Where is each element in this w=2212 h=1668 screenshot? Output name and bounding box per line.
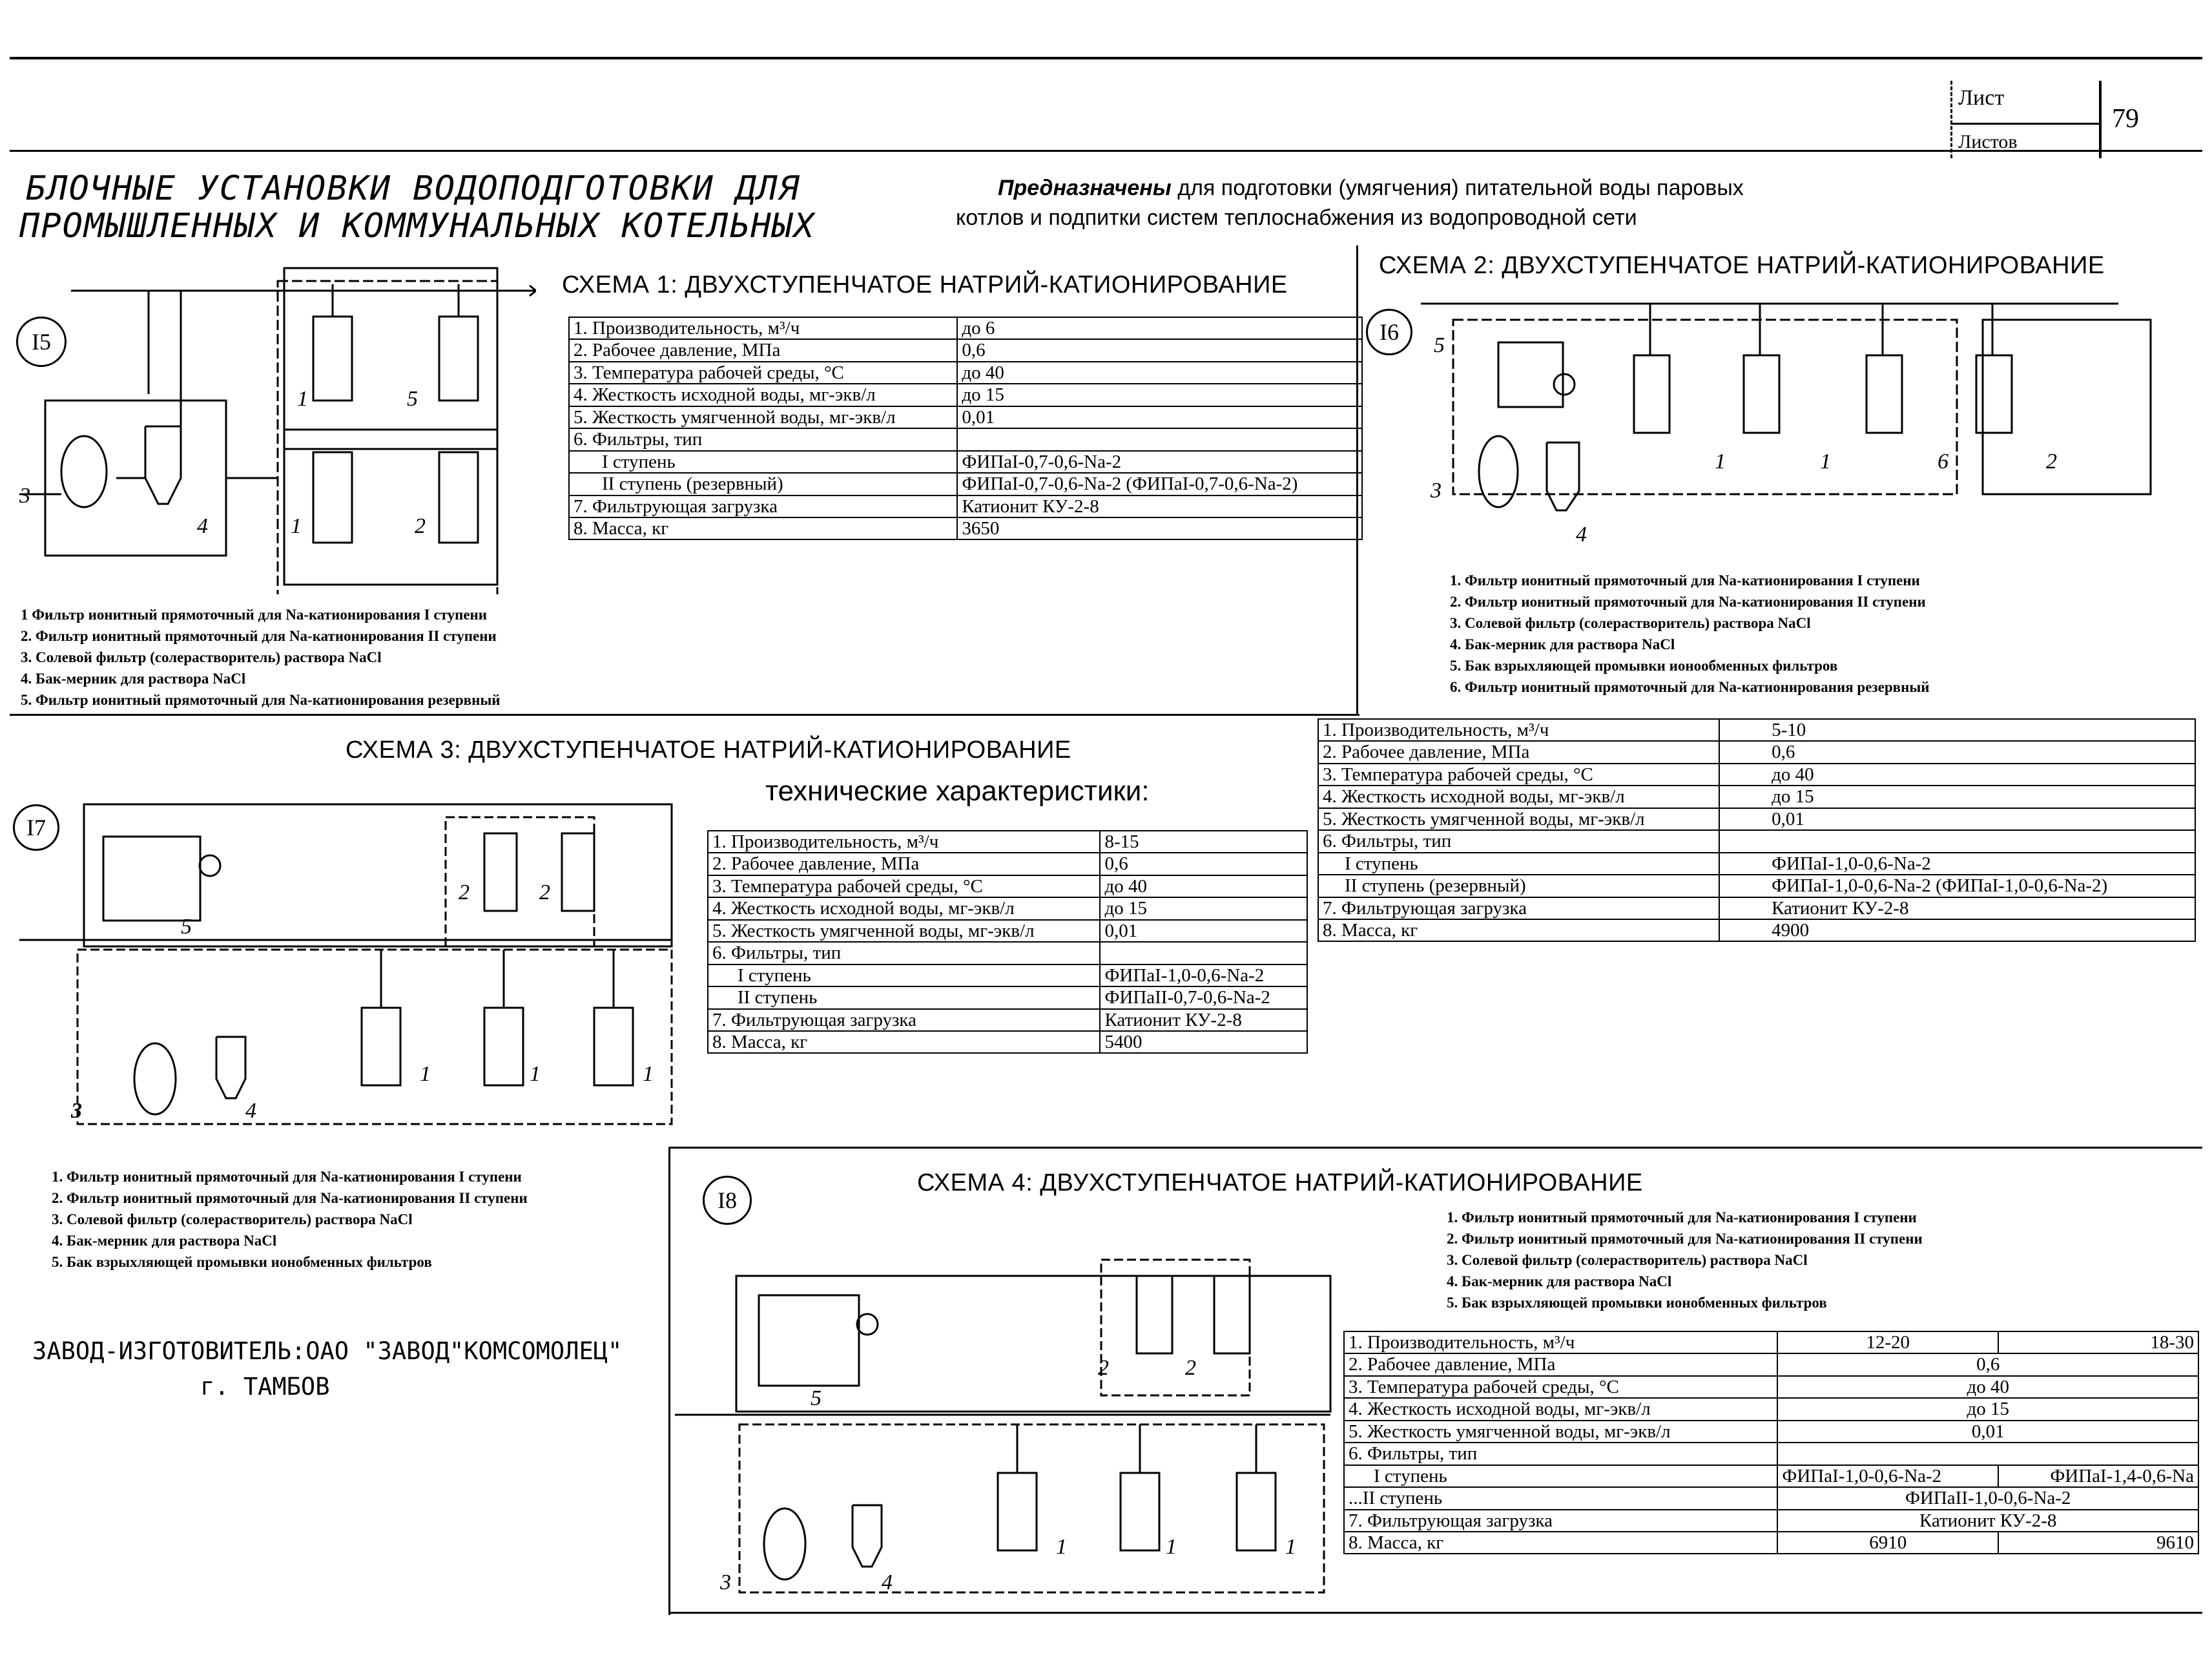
scheme3-legend — [52, 1166, 528, 1273]
scheme3-r5-c2: 0,01 — [1100, 920, 1307, 942]
scheme3-diagram — [19, 795, 691, 1131]
stamp-hline — [1950, 123, 2099, 125]
scheme4-id-circle: I8 — [703, 1176, 752, 1225]
list-item: 5. Фильтр ионитный прямоточный для Na-катионирования резервный — [21, 692, 501, 708]
scheme2-id-circle: I6 — [1366, 309, 1412, 355]
table-row — [569, 517, 1362, 539]
top-border — [10, 57, 2202, 59]
list-item: 2. Фильтр ионитный прямоточный для Na-катионирования II ступени — [1450, 594, 1926, 610]
table-row — [1318, 853, 2195, 875]
list-item: 1. Фильтр ионитный прямоточный для Na-катионирования I ступени — [1447, 1209, 1917, 1225]
scheme2-r6-c1: 6. Фильтры, тип — [1318, 830, 1719, 852]
table-row — [708, 1031, 1307, 1053]
scheme1-label-4: 4 — [197, 514, 208, 538]
scheme4-r1-c2: 12-20 — [1777, 1331, 1998, 1353]
scheme1-r1-c1: 1. Производительность, м³/ч — [569, 317, 957, 339]
scheme3-subtitle: технические характеристики: — [765, 775, 1150, 807]
list-item: 6. Фильтр ионитный прямоточный для Na-катионирования резервный — [1450, 679, 1930, 695]
scheme4-label-1a: 1 — [1056, 1535, 1067, 1559]
table-row — [708, 875, 1307, 897]
scheme3-r4-c2: до 15 — [1100, 897, 1307, 919]
list-item: 4. Бак-мерник для раствора NaCl — [52, 1233, 277, 1249]
scheme4-label-5: 5 — [811, 1386, 822, 1410]
table-row — [569, 317, 1362, 339]
scheme2-r1-c1: 1. Производительность, м³/ч — [1318, 719, 1719, 741]
scheme4-r6-c1: 6. Фильтры, тип — [1344, 1443, 1777, 1465]
scheme3-title: СХЕМА 3: ДВУХСТУПЕНЧАТОЕ НАТРИЙ-КАТИОНИРОВАНИЕ — [346, 736, 1071, 764]
scheme3-label-2a: 2 — [459, 881, 470, 904]
divider-row1 — [10, 714, 1359, 716]
table-row — [569, 451, 1362, 473]
scheme3-r7-c2: ФИПаI-1,0-0,6-Na-2 — [1100, 964, 1307, 986]
scheme2-label-4: 4 — [1576, 523, 1587, 547]
table-row — [1344, 1510, 2198, 1532]
table-row — [1318, 764, 2195, 786]
scheme2-legend — [1450, 570, 1930, 698]
scheme3-spec-table — [707, 830, 1308, 1054]
scheme1-label-1b: 1 — [291, 514, 302, 538]
scheme4-label-2b: 2 — [1185, 1356, 1196, 1380]
scheme2-r6-c2 — [1719, 830, 2195, 852]
table-row — [569, 384, 1362, 406]
scheme1-r6-c2 — [957, 428, 1362, 450]
scheme3-r4-c1: 4. Жесткость исходной воды, мг-экв/л — [708, 897, 1100, 919]
scheme3-label-3: 3 — [71, 1099, 82, 1123]
scheme4-r9-c1: 7. Фильтрующая загрузка — [1344, 1510, 1777, 1532]
scheme2-r2-c1: 2. Рабочее давление, МПа — [1318, 741, 1719, 763]
scheme4-r3-c1: 3. Температура рабочей среды, °С — [1344, 1376, 1777, 1398]
scheme1-r9-c2: Катионит КУ-2-8 — [957, 495, 1362, 517]
sheet-listov-label: Листов — [1958, 131, 2018, 152]
scheme3-r8-c2: ФИПаII-0,7-0,6-Na-2 — [1100, 986, 1307, 1008]
scheme2-label-3: 3 — [1431, 479, 1442, 503]
scheme2-r10-c1: 8. Масса, кг — [1318, 919, 1719, 941]
scheme2-label-2: 2 — [2046, 450, 2057, 474]
scheme2-r5-c2: 0,01 — [1719, 808, 2195, 830]
scheme3-r6-c1: 6. Фильтры, тип — [708, 942, 1100, 964]
scheme2-label-1a: 1 — [1715, 450, 1726, 474]
scheme1-r4-c2: до 15 — [957, 384, 1362, 406]
table-row — [569, 339, 1362, 361]
scheme2-spec-table — [1318, 718, 2196, 942]
scheme3-r9-c2: Катионит КУ-2-8 — [1100, 1009, 1307, 1031]
scheme2-r7-c1: I ступень — [1318, 853, 1719, 875]
scheme2-r8-c2: ФИПаI-1,0-0,6-Na-2 (ФИПаI-1,0-0,6-Na-2) — [1719, 875, 2195, 897]
page-title-line2: ПРОМЫШЛЕННЫХ И КОММУНАЛЬНЫХ КОТЕЛЬНЫХ — [19, 207, 816, 245]
sheet-list-label: Лист — [1958, 86, 2005, 110]
scheme3-label-4: 4 — [245, 1099, 256, 1123]
scheme3-r10-c1: 8. Масса, кг — [708, 1031, 1100, 1053]
list-item: 3. Солевой фильтр (солерастворитель) раствора NaCl — [1447, 1252, 1808, 1268]
scheme1-legend — [21, 604, 501, 711]
table-row — [1344, 1331, 2198, 1353]
scheme3-r10-c2: 5400 — [1100, 1031, 1307, 1053]
scheme4-r7-c2: ФИПаI-1,0-0,6-Na-2 — [1777, 1465, 1998, 1487]
scheme4-label-1c: 1 — [1285, 1535, 1296, 1559]
list-item: 3. Солевой фильтр (солерастворитель) раствора NaCl — [21, 649, 382, 665]
scheme4-r3-c2: до 40 — [1777, 1376, 2198, 1398]
scheme3-label-5: 5 — [181, 915, 192, 939]
scheme3-r1-c2: 8-15 — [1100, 831, 1307, 853]
table-row — [1344, 1532, 2198, 1554]
table-row — [708, 853, 1307, 875]
scheme2-r9-c2: Катионит КУ-2-8 — [1719, 897, 2195, 919]
scheme4-legend — [1447, 1207, 1923, 1313]
scheme1-r2-c1: 2. Рабочее давление, МПа — [569, 339, 957, 361]
list-item: 5. Бак взрыхляющей промывки ионообменных фильтров — [1450, 658, 1838, 674]
scheme4-title: СХЕМА 4: ДВУХСТУПЕНЧАТОЕ НАТРИЙ-КАТИОНИРОВАНИЕ — [917, 1169, 1643, 1196]
table-row — [1344, 1398, 2198, 1420]
scheme3-r9-c1: 7. Фильтрующая загрузка — [708, 1009, 1100, 1031]
table-row — [708, 1009, 1307, 1031]
scheme4-r5-c2: 0,01 — [1777, 1421, 2198, 1443]
scheme1-r2-c2: 0,6 — [957, 339, 1362, 361]
table-row — [708, 986, 1307, 1008]
scheme4-r7-c3: ФИПаI-1,4-0,6-Na — [1998, 1465, 2198, 1487]
scheme4-label-2a: 2 — [1098, 1356, 1109, 1380]
scheme2-r4-c2: до 15 — [1719, 786, 2195, 808]
table-row — [708, 920, 1307, 942]
scheme3-r1-c1: 1. Производительность, м³/ч — [708, 831, 1100, 853]
purpose-rest: для подготовки (умягчения) питательной воды паровых — [1171, 176, 1744, 200]
scheme4-diagram — [675, 1247, 1353, 1605]
scheme2-r8-c1: II ступень (резервный) — [1318, 875, 1719, 897]
purpose-text — [998, 176, 1744, 201]
scheme2-r4-c1: 4. Жесткость исходной воды, мг-экв/л — [1318, 786, 1719, 808]
scheme3-label-1c: 1 — [643, 1062, 654, 1086]
page-title-line1: БЛОЧНЫЕ УСТАНОВКИ ВОДОПОДГОТОВКИ ДЛЯ — [26, 169, 801, 208]
scheme3-r6-c2 — [1100, 942, 1307, 964]
table-row — [569, 495, 1362, 517]
scheme1-r6-c1: 6. Фильтры, тип — [569, 428, 957, 450]
list-item: 5. Бак взрыхляющей промывки ионобменных фильтров — [52, 1254, 432, 1270]
scheme1-label-5: 5 — [407, 387, 418, 411]
scheme1-spec-table — [568, 317, 1363, 540]
table-row — [1318, 741, 2195, 763]
scheme1-r5-c2: 0,01 — [957, 406, 1362, 428]
scheme1-label-2: 2 — [415, 514, 426, 538]
scheme4-r7-c1: I ступень — [1344, 1465, 1777, 1487]
list-item: 1. Фильтр ионитный прямоточный для Na-катионирования I ступени — [52, 1169, 522, 1185]
scheme3-label-1b: 1 — [530, 1062, 541, 1086]
table-row — [1318, 875, 2195, 897]
scheme1-title: СХЕМА 1: ДВУХСТУПЕНЧАТОЕ НАТРИЙ-КАТИОНИРОВАНИЕ — [562, 271, 1288, 298]
scheme1-r7-c2: ФИПаI-0,7-0,6-Na-2 — [957, 451, 1362, 473]
table-row — [1318, 719, 2195, 741]
table-row — [708, 942, 1307, 964]
scheme4-r1-c3: 18-30 — [1998, 1331, 2198, 1353]
list-item: 4. Бак-мерник для раствора NaCl — [1450, 636, 1675, 652]
scheme1-r9-c1: 7. Фильтрующая загрузка — [569, 495, 957, 517]
scheme1-label-1a: 1 — [297, 387, 308, 411]
scheme2-r2-c2: 0,6 — [1719, 741, 2195, 763]
list-item: 3. Солевой фильтр (солерастворитель) раствора NaCl — [52, 1211, 413, 1227]
scheme2-r5-c1: 5. Жесткость умягченной воды, мг-экв/л — [1318, 808, 1719, 830]
table-row — [1344, 1443, 2198, 1465]
scheme1-id-circle: I5 — [16, 317, 67, 367]
scheme3-r2-c2: 0,6 — [1100, 853, 1307, 875]
purpose-bold: Предназначены — [998, 176, 1172, 200]
scheme1-r5-c1: 5. Жесткость умягченной воды, мг-экв/л — [569, 406, 957, 428]
scheme1-r8-c2: ФИПаI-0,7-0,6-Na-2 (ФИПаI-0,7-0,6-Na-2) — [957, 473, 1362, 495]
scheme4-r4-c1: 4. Жесткость исходной воды, мг-экв/л — [1344, 1398, 1777, 1420]
scheme1-diagram — [19, 265, 536, 594]
scheme2-r7-c2: ФИПаI-1,0-0,6-Na-2 — [1719, 853, 2195, 875]
manufacturer-line2: г. ТАМБОВ — [200, 1373, 330, 1401]
scheme4-spec-table — [1343, 1331, 2199, 1554]
scheme2-r10-c2: 4900 — [1719, 919, 2195, 941]
scheme3-label-1a: 1 — [420, 1062, 431, 1086]
table-row — [1318, 897, 2195, 919]
table-row — [1318, 808, 2195, 830]
table-row — [1344, 1376, 2198, 1398]
scheme1-r3-c2: до 40 — [957, 362, 1362, 384]
header-border — [10, 150, 2202, 152]
scheme4-r9-c2: Катионит КУ-2-8 — [1777, 1510, 2198, 1532]
scheme3-r2-c1: 2. Рабочее давление, МПа — [708, 853, 1100, 875]
scheme4-r10-c2: 6910 — [1777, 1532, 1998, 1554]
scheme4-r10-c1: 8. Масса, кг — [1344, 1532, 1777, 1554]
scheme2-title: СХЕМА 2: ДВУХСТУПЕНЧАТОЕ НАТРИЙ-КАТИОНИРОВАНИЕ — [1379, 252, 2105, 279]
scheme4-r1-c1: 1. Производительность, м³/ч — [1344, 1331, 1777, 1353]
purpose-line2: котлов и подпитки систем теплоснабжения из водопроводной сети — [956, 205, 1637, 230]
bottom-border — [668, 1612, 2202, 1614]
table-row — [1344, 1421, 2198, 1443]
scheme2-r3-c1: 3. Температура рабочей среды, °С — [1318, 764, 1719, 786]
table-row — [569, 428, 1362, 450]
scheme3-r8-c1: II ступень — [708, 986, 1100, 1008]
scheme2-label-6: 6 — [1938, 450, 1948, 474]
scheme4-r2-c1: 2. Рабочее давление, МПа — [1344, 1353, 1777, 1375]
scheme4-r4-c2: до 15 — [1777, 1398, 2198, 1420]
scheme3-r3-c2: до 40 — [1100, 875, 1307, 897]
scheme3-r5-c1: 5. Жесткость умягченной воды, мг-экв/л — [708, 920, 1100, 942]
scheme1-r8-c1: II ступень (резервный) — [569, 473, 957, 495]
scheme3-label-2b: 2 — [539, 881, 550, 904]
table-row — [1318, 830, 2195, 852]
scheme4-r10-c3: 9610 — [1998, 1532, 2198, 1554]
table-row — [569, 406, 1362, 428]
scheme4-r2-c2: 0,6 — [1777, 1353, 2198, 1375]
scheme1-r7-c1: I ступень — [569, 451, 957, 473]
table-row — [1318, 786, 2195, 808]
scheme2-label-1b: 1 — [1820, 450, 1831, 474]
scheme4-r5-c1: 5. Жесткость умягченной воды, мг-экв/л — [1344, 1421, 1777, 1443]
scheme1-r3-c1: 3. Температура рабочей среды, °С — [569, 362, 957, 384]
stamp-left-line — [1950, 81, 1954, 158]
list-item: 5. Бак взрыхляющей промывки ионобменных фильтров — [1447, 1295, 1827, 1311]
scheme1-r10-c1: 8. Масса, кг — [569, 517, 957, 539]
scheme2-r1-c2: 5-10 — [1719, 719, 2195, 741]
scheme2-r3-c2: до 40 — [1719, 764, 2195, 786]
scheme4-r8-c2: ФИПаII-1,0-0,6-Na-2 — [1777, 1487, 2198, 1509]
scheme4-label-4: 4 — [882, 1570, 893, 1594]
table-row — [708, 831, 1307, 853]
scheme1-r4-c1: 4. Жесткость исходной воды, мг-экв/л — [569, 384, 957, 406]
scheme2-label-5: 5 — [1434, 333, 1445, 357]
table-row — [1318, 919, 2195, 941]
sheet-page-number: 79 — [2112, 104, 2139, 134]
divider-scheme3-scheme4 — [668, 1147, 670, 1615]
table-row — [1344, 1487, 2198, 1509]
scheme4-r8-c1: ...II ступень — [1344, 1487, 1777, 1509]
table-row — [708, 964, 1307, 986]
list-item: 2. Фильтр ионитный прямоточный для Na-катионирования II ступени — [21, 628, 497, 644]
table-row — [569, 473, 1362, 495]
table-row — [569, 362, 1362, 384]
list-item: 1 Фильтр ионитный прямоточный для Na-катионирования I ступени — [21, 607, 488, 623]
scheme3-r3-c1: 3. Температура рабочей среды, °С — [708, 875, 1100, 897]
scheme1-r10-c2: 3650 — [957, 517, 1362, 539]
list-item: 1. Фильтр ионитный прямоточный для Na-катионирования I ступени — [1450, 572, 1920, 589]
scheme4-r6-c2 — [1777, 1443, 2198, 1465]
divider-row2 — [668, 1147, 2202, 1149]
stamp-mid-line — [2099, 81, 2102, 158]
scheme2-diagram — [1421, 284, 2164, 549]
sheet-stamp — [1950, 81, 2183, 158]
table-row — [708, 897, 1307, 919]
scheme2-r9-c1: 7. Фильтрующая загрузка — [1318, 897, 1719, 919]
scheme4-label-1b: 1 — [1166, 1535, 1177, 1559]
list-item: 2. Фильтр ионитный прямоточный для Na-катионирования II ступени — [52, 1190, 528, 1206]
scheme3-id-circle: I7 — [13, 804, 59, 851]
scheme1-r1-c2: до 6 — [957, 317, 1362, 339]
table-row — [1344, 1353, 2198, 1375]
list-item: 2. Фильтр ионитный прямоточный для Na-катионирования II ступени — [1447, 1231, 1923, 1247]
scheme1-label-3: 3 — [19, 484, 30, 508]
list-item: 4. Бак-мерник для раствора NaCl — [1447, 1273, 1672, 1289]
scheme3-r7-c1: I ступень — [708, 964, 1100, 986]
scheme4-label-3: 3 — [720, 1570, 731, 1594]
list-item: 3. Солевой фильтр (солерастворитель) раствора NaCl — [1450, 615, 1811, 631]
table-row — [1344, 1465, 2198, 1487]
list-item: 4. Бак-мерник для раствора NaCl — [21, 671, 246, 687]
manufacturer-line1: ЗАВОД-ИЗГОТОВИТЕЛЬ:ОАО "ЗАВОД"КОМСОМОЛЕЦ" — [32, 1337, 623, 1365]
